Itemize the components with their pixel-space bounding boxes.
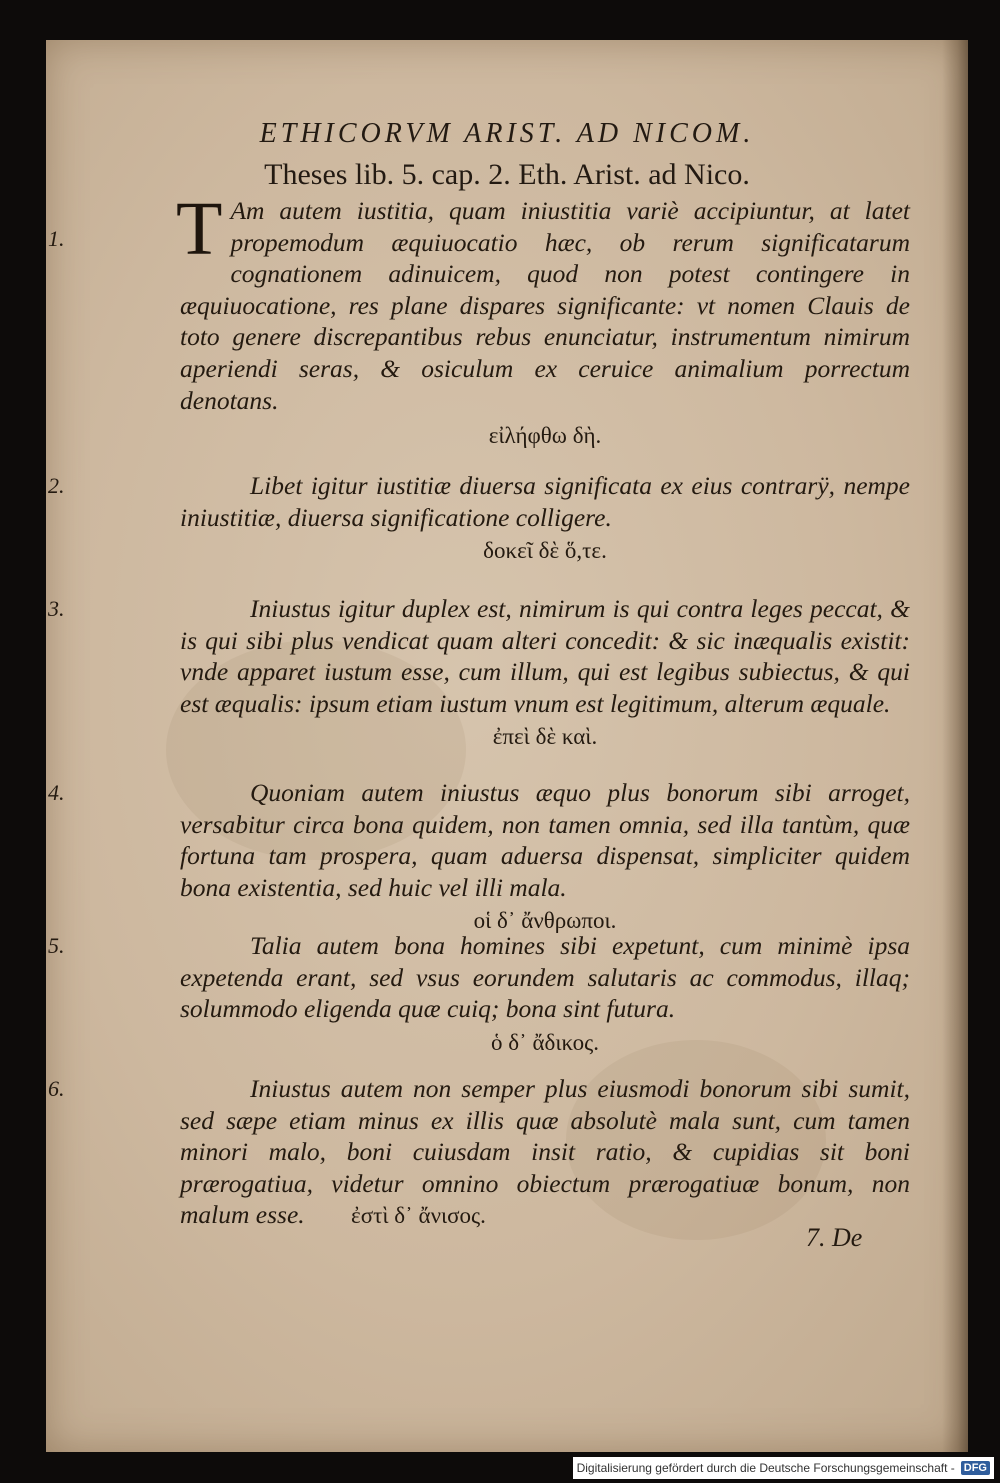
greek-incipit: ὁ δ᾽ ἄδικος. <box>490 1029 599 1055</box>
thesis-2 <box>48 470 910 567</box>
thesis-3 <box>48 593 910 753</box>
running-head: ETHICORVM ARIST. AD NICOM. <box>259 118 755 149</box>
thesis-text: Quoniam autem iniustus æquo plus bonorum sibi arroget, versabitur circa bona quidem, non tamen omnia, sed illa tantùm, quæ fortuna tam prospera, quam aduersa dispensat, simpliciter quidem bona existentia, sed huic vel illi mala. <box>180 778 910 902</box>
credit-text: Digitalisierung gefördert durch die Deutsche Forschungsgemeinschaft - <box>576 1461 955 1475</box>
greek-incipit: οἱ δ᾽ ἄνθρωποι. <box>473 908 617 934</box>
thesis-text: Libet igitur iustitiæ diuersa significata ex eius contrarÿ, nempe iniustitiæ, diuersa significatione colligere. <box>180 471 910 532</box>
drop-cap: T <box>176 187 223 271</box>
thesis-number: 2. <box>48 473 65 498</box>
thesis-text: Iniustus autem non semper plus eiusmodi bonorum sibi sumit, sed sæpe etiam minus ex illis quæ absolutè mala sunt, cum tamen minori malo, boni cuiusdam insit ratio, & cupidias sit boni prærogatiua, videtur omnino obiectum prærogatiuæ bonum, non malum esse. <box>180 1074 910 1230</box>
thesis-4 <box>48 777 910 937</box>
thesis-1 <box>48 187 910 452</box>
book-page <box>46 40 968 1452</box>
chapter-title: Theses lib. 5. cap. 2. Eth. Arist. ad Nico. <box>264 158 750 191</box>
greek-incipit: δοκεῖ δὲ ὅ,τε. <box>483 538 607 564</box>
greek-incipit: ἐπεὶ δὲ καὶ. <box>492 724 598 750</box>
catchword: 7. De <box>806 1223 863 1252</box>
thesis-text: Iniustus igitur duplex est, nimirum is qui contra leges peccat, & is qui sibi plus vendicat quam alteri concedit: & sic inæqualis existit: vnde apparet iustum esse, cum illum, qui est legibus subiectus, & qui est æqualis: ipsum etiam iustum vnum est legitimum, alterum æquale. <box>180 594 910 718</box>
page-edge-shadow <box>942 40 968 1452</box>
thesis-number: 4. <box>48 780 65 805</box>
greek-incipit: ἐστὶ δ᾽ ἄνισος. <box>351 1203 486 1229</box>
thesis-number: 5. <box>48 933 65 958</box>
thesis-5 <box>48 930 910 1058</box>
thesis-6 <box>48 1073 910 1232</box>
digitization-credit <box>573 1457 994 1479</box>
thesis-text: Talia autem bona homines sibi expetunt, cum minimè ipsa expetenda erant, sed vsus eorundem salutaris ac commodus, illaq; solummodo eligenda quæ cuiq; bona sint futura. <box>180 931 910 1024</box>
thesis-text: Am autem iustitia, quam iniustitia variè accipiuntur, at latet propemodum æquiuocatio hæc, ob rerum significatarum cognationem adinuicem, quod non potest contingere in æquiuocatione, res plane dispares significante: vt nomen Clauis de toto genere discrepantibus rebus enunciatur, instrumentum nimirum aperiendi seras, & osiculum ex ceruice animalium porrectum denotans. <box>180 196 910 415</box>
thesis-number: 1. <box>48 226 65 251</box>
greek-incipit: εἰλήφθω δὴ. <box>488 423 602 449</box>
thesis-number: 3. <box>48 596 65 621</box>
dfg-logo-icon: DFG <box>961 1461 990 1475</box>
thesis-number: 6. <box>48 1076 65 1101</box>
